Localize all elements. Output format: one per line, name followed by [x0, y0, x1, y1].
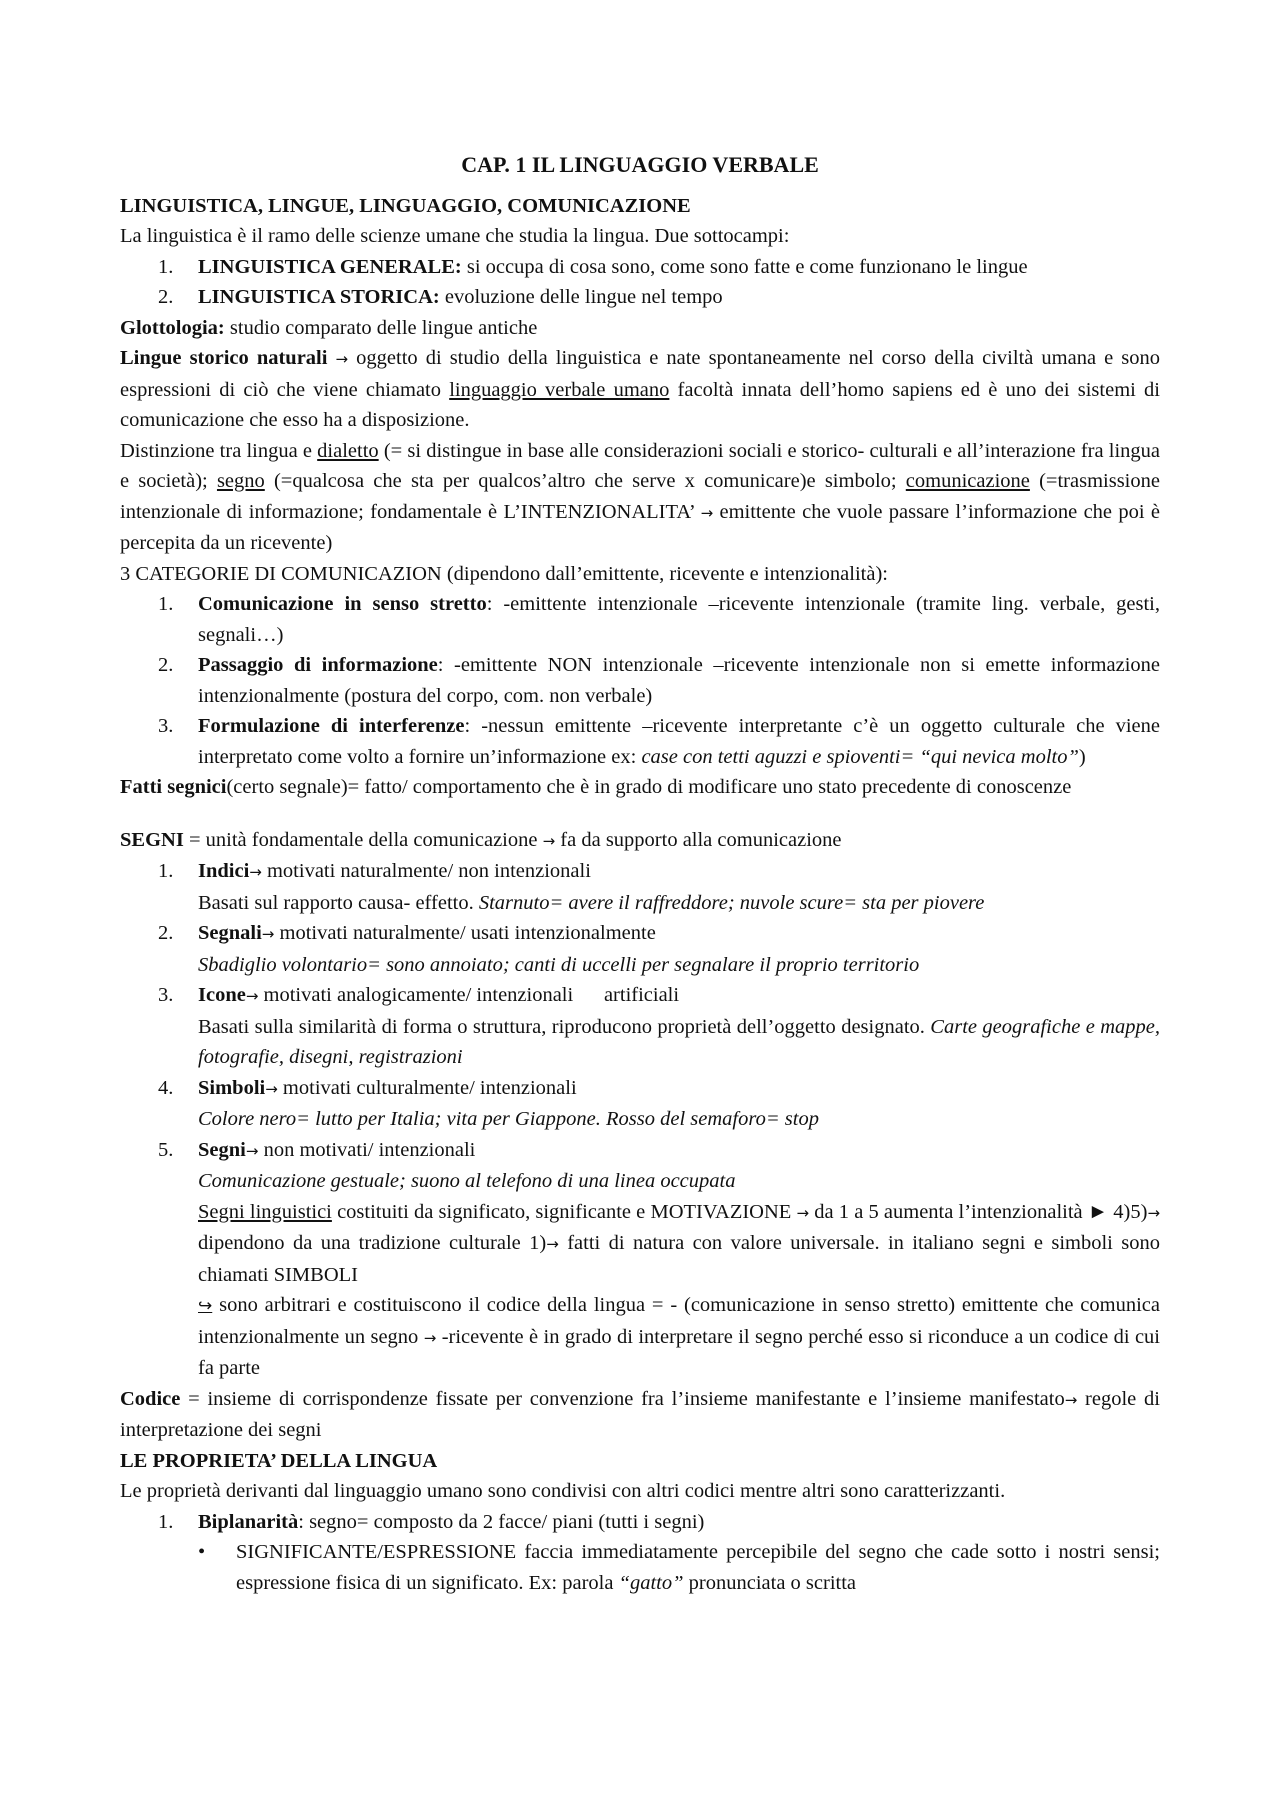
list-item [120, 980, 1160, 1073]
arrow-icon: → [423, 1328, 437, 1347]
properties-list [120, 1507, 1160, 1599]
arrow-icon: → [249, 863, 262, 881]
paragraph-text: (certo segnale)= fatto/ comportamento che è in grado di modificare uno stato precedente di conoscenze [226, 776, 1072, 798]
example-italic: Starnuto= avere il raffreddore; nuvole scure= sta per piovere [478, 891, 985, 914]
signs-list [120, 856, 1160, 1384]
list-item [120, 1507, 1160, 1599]
example-italic: “gatto” [618, 1571, 684, 1594]
example-italic: Sbadiglio volontario= sono annoiato; canti di uccelli per segnalare il proprio territorio [198, 953, 920, 976]
list-number: 1. [158, 1510, 174, 1533]
proprieta-intro: Le proprietà derivanti dal linguaggio umano sono condivisi con altri codici mentre altri sono caratterizzanti. [120, 1480, 1006, 1502]
term-bold: Segnali [198, 922, 262, 944]
arrow-icon: → [700, 503, 714, 522]
section-heading-linguistica: LINGUISTICA, LINGUE, LINGUAGGIO, COMUNICAZIONE [120, 194, 691, 217]
item-text: : -emittente intenzionale –ricevente intenzionale (tramite ling. verbale, gesti, segnali…) [198, 593, 1160, 646]
underlined-term: linguaggio verbale umano [449, 378, 670, 401]
item-text: pronunciata o scritta [683, 1571, 857, 1594]
underlined-term: segno [216, 470, 265, 492]
item-text: motivati naturalmente/ non intenzionali [261, 860, 591, 882]
arrow-icon: → [796, 1203, 810, 1222]
term-bold: Lingue storico naturali [120, 347, 328, 369]
arrow-icon: → [1147, 1203, 1161, 1222]
underlined-term: dialetto [317, 439, 379, 462]
term-bold: SEGNI [120, 828, 184, 851]
paragraph-text: oggetto di studio della linguistica e nate spontaneamente nel corso della civiltà umana e sono espressioni di ciò che viene chiamato [120, 347, 1160, 401]
example-italic: Colore nero= lutto per Italia; vita per Giappone. Rosso del semaforo= stop [198, 1108, 819, 1130]
paragraph-text: (=qualcosa che sta per qualcos’altro che serve x comunicare)e simbolo; [264, 470, 906, 492]
segni-linguistici-paragraph [198, 1197, 1160, 1291]
term-bold: Passaggio di informazione [198, 654, 438, 676]
codice-paragraph [120, 1384, 1160, 1446]
item-text: motivati culturalmente/ intenzionali [277, 1076, 577, 1099]
term-bold: Comunicazione in senso stretto [198, 593, 487, 615]
hook-arrow-icon: ↪ [198, 1296, 213, 1316]
paragraph-text: = insieme di corrispondenze fissate per convenzione fra l’insieme manifestante e l’insieme manifestato [180, 1387, 1065, 1410]
paragraph-text: regole di interpretazione dei segni [120, 1387, 1160, 1441]
item-text: dipendono da una tradizione culturale 1) [198, 1232, 547, 1254]
arrow-icon: → [261, 925, 275, 943]
list-item [120, 589, 1160, 650]
paragraph-text: Distinzione tra lingua e [120, 439, 318, 462]
term-bold: Biplanarità [198, 1510, 299, 1533]
list-number: 3. [158, 984, 174, 1006]
list-number: 1. [158, 593, 174, 615]
term-bold: Codice [120, 1387, 181, 1410]
list-number: 5. [158, 1138, 174, 1161]
list-item [120, 1073, 1160, 1135]
arbitrari-paragraph [198, 1290, 1160, 1384]
lingue-paragraph [120, 343, 1160, 436]
distinzione-paragraph [120, 436, 1160, 559]
paragraph-text: studio comparato delle lingue antiche [224, 316, 538, 339]
list-item [120, 918, 1160, 980]
page-title: CAP. 1 IL LINGUAGGIO VERBALE [461, 152, 819, 177]
segni-paragraph [120, 825, 1160, 857]
term-bold: Indici [198, 860, 250, 882]
list-item [120, 711, 1160, 772]
paragraph-text: emittente che vuole passare l’informazione che poi è percepita da un ricevente) [120, 500, 1160, 554]
item-text: non motivati/ intenzionali [258, 1138, 476, 1161]
list-number: 2. [158, 654, 174, 676]
categories-intro: 3 CATEGORIE DI COMUNICAZION (dipendono dall’emittente, ricevente e intenzionalità): [120, 562, 888, 585]
bullet-icon: • [198, 1541, 206, 1563]
spacer [120, 803, 1160, 825]
term-bold: Simboli [198, 1076, 266, 1099]
example-italic: case con tetti aguzzi e spioventi= “qui nevica molto” [641, 745, 1079, 768]
list-item [120, 650, 1160, 711]
arrow-icon: → [542, 831, 556, 850]
item-text: si occupa di cosa sono, come sono fatte e come funzionano le lingue [461, 255, 1028, 278]
arrow-icon: → [1064, 1390, 1078, 1409]
paragraph-text: = unità fondamentale della comunicazione [183, 828, 543, 851]
arrow-icon: → [335, 350, 349, 368]
term-bold: Fatti segnici [120, 776, 227, 798]
bullet-list [198, 1537, 1160, 1598]
item-text: evoluzione delle lingue nel tempo [439, 286, 723, 308]
list-number: 1. [158, 255, 174, 278]
underlined-term: comunicazione [905, 470, 1030, 492]
arrow-icon: → [546, 1235, 559, 1253]
list-number: 3. [158, 715, 174, 737]
item-text: SIGNIFICANTE/ESPRESSIONE faccia immediatamente percepibile del segno che cade sotto i nostri sensi; espressione fisica di un significato. Ex: parola [236, 1541, 1160, 1594]
arrow-icon: → [265, 1079, 278, 1098]
categories-list [120, 589, 1160, 772]
list-item [120, 856, 1160, 918]
term-bold: Icone [198, 984, 246, 1006]
item-text: motivati analogicamente/ intenzionali artificiali [258, 984, 680, 1006]
list-item [120, 252, 1160, 283]
arrow-icon: → [245, 987, 259, 1005]
item-text: : -emittente NON intenzionale –ricevente intenzionale non si emette informazione intenzionalmente (postura del corpo, com. non verbale) [198, 654, 1160, 707]
list-number: 4. [158, 1076, 174, 1099]
item-text: : -nessun emittente –ricevente interpretante c’è un oggetto culturale che viene interpretato come volto a fornire un’informazione ex: [198, 715, 1160, 768]
term-bold: Glottologia: [120, 316, 225, 339]
section-heading-proprieta: LE PROPRIETA’ DELLA LINGUA [120, 1449, 438, 1472]
list-number: 1. [158, 860, 174, 882]
item-text: Basati sulla similarità di forma o struttura, riproducono proprietà dell’oggetto designato. [198, 1015, 931, 1038]
item-text: ) [1078, 745, 1086, 768]
fatti-segnici-paragraph [120, 772, 1160, 803]
term-bold: LINGUISTICA GENERALE: [198, 255, 462, 278]
term-bold: LINGUISTICA STORICA: [198, 286, 440, 308]
item-text: -ricevente è in grado di interpretare il segno perché esso si riconduce a un codice di cui fa parte [198, 1325, 1160, 1379]
list-number: 2. [158, 286, 174, 308]
item-text: da 1 a 5 aumenta l’intenzionalità ► 4)5) [809, 1200, 1148, 1223]
term-bold: Formulazione di interferenze [198, 715, 465, 737]
list-item [120, 1135, 1160, 1384]
example-italic: Comunicazione gestuale; suono al telefono di una linea occupata [198, 1170, 736, 1192]
item-text: fatti di natura con valore universale. in italiano segni e simboli sono chiamati SIMBOLI [198, 1232, 1160, 1286]
paragraph-text: fa da supporto alla comunicazione [555, 828, 842, 851]
item-text: motivati naturalmente/ usati intenzionalmente [274, 922, 656, 944]
example-italic: Carte geografiche e mappe, fotografie, disegni, registrazioni [198, 1015, 1160, 1068]
term-bold: Segni [198, 1138, 246, 1161]
arrow-icon: → [245, 1141, 259, 1160]
underlined-term: Segni linguistici [198, 1200, 332, 1223]
paragraph-text: (=trasmissione intenzionale di informazione; fondamentale è L’INTENZIONALITA’ [120, 470, 1160, 523]
paragraph-text: (= si distingue in base alle considerazioni sociali e storico- culturali e all’interazione fra lingua e società); [120, 439, 1160, 492]
item-text: : segno= composto da 2 facce/ piani (tutti i segni) [298, 1510, 705, 1533]
intro-paragraph: La linguistica è il ramo delle scienze umane che studia la lingua. Due sottocampi: [120, 225, 790, 247]
glottologia-paragraph [120, 313, 1160, 344]
paragraph-text: facoltà innata dell’homo sapiens ed è uno dei sistemi di comunicazione che esso ha a disposizione. [120, 378, 1160, 431]
list-item [120, 282, 1160, 313]
subfields-list [120, 252, 1160, 313]
item-text: Basati sul rapporto causa- effetto. [198, 891, 479, 914]
bullet-item [198, 1537, 1160, 1598]
list-number: 2. [158, 922, 174, 944]
item-text: costituiti da significato, significante e MOTIVAZIONE [331, 1200, 797, 1223]
item-text: sono arbitrari e costituiscono il codice della lingua = - (comunicazione in senso stretto) emittente che comunica intenzionalmente un segno [198, 1294, 1160, 1348]
